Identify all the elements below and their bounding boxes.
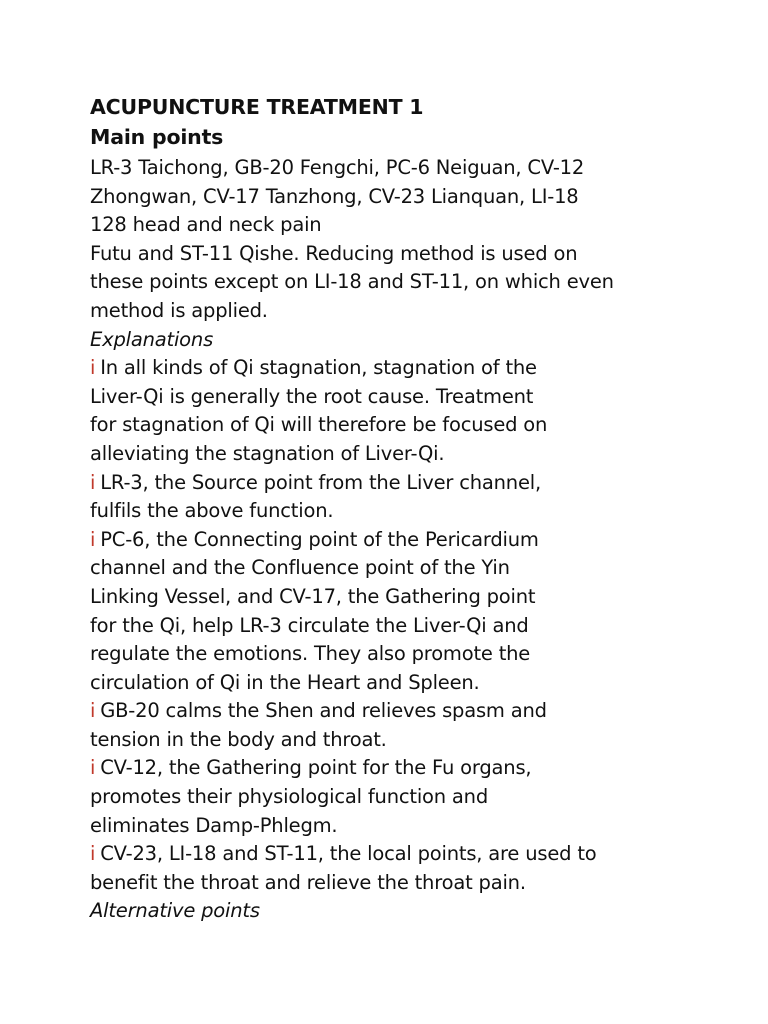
explanations-heading: Explanations: [90, 327, 214, 351]
explanation-line: circulation of Qi in the Heart and Spleen.: [90, 670, 480, 694]
explanation-line: eliminates Damp-Phlegm.: [90, 813, 338, 837]
explanation-line: fulfils the above function.: [90, 499, 334, 523]
explanation-line: alleviating the stagnation of Liver-Qi.: [90, 441, 445, 465]
alternative-points-heading: Alternative points: [90, 899, 260, 923]
explanation-text: LR-3, the Source point from the Liver channel,: [100, 470, 541, 494]
bullet-marker: i: [90, 842, 96, 866]
explanation-line: for the Qi, help LR-3 circulate the Liver-Qi and: [90, 613, 529, 637]
main-points-line: method is applied.: [90, 298, 268, 322]
bullet-marker: i: [90, 527, 96, 551]
explanation-item: [90, 754, 750, 840]
main-points-line: these points except on LI-18 and ST-11, on which even: [90, 270, 614, 294]
explanation-line: Linking Vessel, and CV-17, the Gathering point: [90, 584, 536, 608]
explanation-line: [90, 526, 750, 555]
explanation-text: GB-20 calms the Shen and relieves spasm and: [100, 699, 547, 723]
explanation-line: regulate the emotions. They also promote the: [90, 642, 531, 666]
bullet-marker: i: [90, 470, 96, 494]
explanation-text: In all kinds of Qi stagnation, stagnation of the: [100, 356, 537, 380]
document-title: ACUPUNCTURE TREATMENT 1: [90, 95, 424, 119]
document-page: [90, 92, 750, 926]
explanation-line: [90, 840, 750, 869]
explanation-line: benefit the throat and relieve the throat pain.: [90, 870, 526, 894]
bullet-marker: i: [90, 756, 96, 780]
explanation-line: promotes their physiological function and: [90, 785, 489, 809]
main-points-line: Zhongwan, CV-17 Tanzhong, CV-23 Lianquan, LI-18: [90, 184, 579, 208]
explanation-line: [90, 697, 750, 726]
main-points-line: Futu and ST-11 Qishe. Reducing method is used on: [90, 241, 578, 265]
explanation-text: CV-23, LI-18 and ST-11, the local points, are used to: [100, 842, 597, 866]
explanation-item: [90, 840, 750, 897]
main-points-line: 128 head and neck pain: [90, 213, 322, 237]
explanation-item: [90, 354, 750, 468]
explanation-line: [90, 754, 750, 783]
explanation-item: [90, 526, 750, 698]
explanation-item: [90, 697, 750, 754]
explanations-list: [90, 354, 750, 897]
explanation-line: Liver-Qi is generally the root cause. Treatment: [90, 384, 534, 408]
explanation-line: for stagnation of Qi will therefore be focused on: [90, 413, 548, 437]
main-points-paragraph: [90, 154, 750, 326]
main-points-line: LR-3 Taichong, GB-20 Fengchi, PC-6 Neiguan, CV-12: [90, 156, 585, 179]
explanation-item: [90, 469, 750, 526]
explanation-line: [90, 469, 750, 498]
explanation-line: channel and the Confluence point of the Yin: [90, 556, 510, 580]
explanation-line: [90, 354, 750, 383]
main-points-heading: Main points: [90, 125, 224, 149]
explanation-line: tension in the body and throat.: [90, 727, 387, 751]
bullet-marker: i: [90, 699, 96, 723]
explanation-text: PC-6, the Connecting point of the Pericardium: [100, 527, 539, 551]
bullet-marker: i: [90, 356, 96, 380]
explanation-text: CV-12, the Gathering point for the Fu organs,: [100, 756, 532, 780]
